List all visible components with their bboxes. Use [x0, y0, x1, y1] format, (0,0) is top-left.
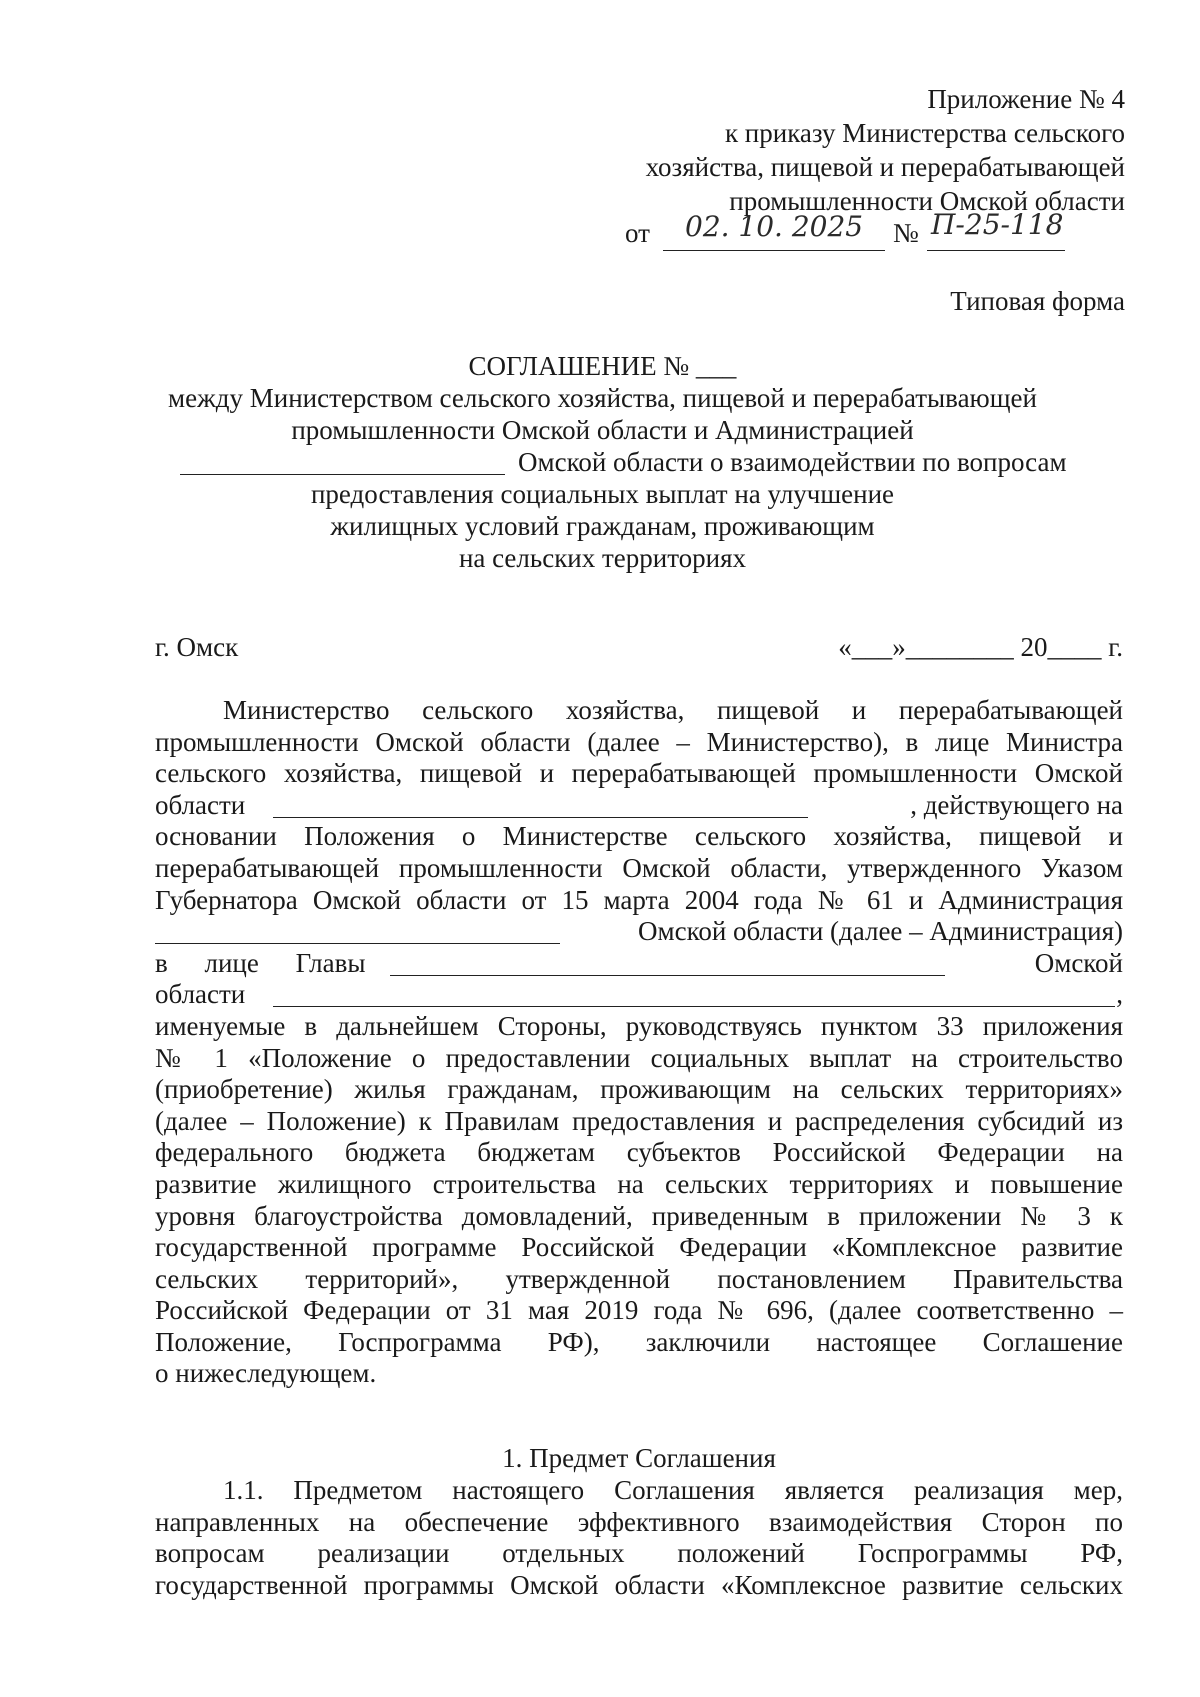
form-type-label: Типовая форма — [950, 286, 1125, 316]
blank-field — [155, 943, 560, 944]
date-template: «___»________ 20____ г. — [838, 632, 1123, 662]
paragraph-line: Министерство сельского хозяйства, пищевой и перерабатывающей — [223, 695, 1123, 725]
paragraph-line: федерального бюджета бюджетам субъектов Российской Федерации на — [155, 1137, 1123, 1168]
paragraph-line: сельских территорий», утвержденной постановлением Правительства — [155, 1263, 1123, 1294]
title-line: на сельских территориях — [458, 543, 747, 573]
agreement-title — [130, 350, 1075, 574]
paragraph-line: сельского хозяйства, пищевой и перерабатывающей промышленности Омской — [155, 758, 1123, 789]
paragraph-line: уровня благоустройства домовладений, приведенным в приложении № 3 к — [155, 1200, 1123, 1231]
annex-number: Приложение № 4 — [927, 84, 1125, 114]
paragraph-line: промышленности Омской области (далее – Министерство), в лице Министра — [155, 726, 1123, 757]
number-label: № — [893, 218, 919, 248]
blank-field — [390, 975, 945, 976]
paragraph-line: 1.1. Предметом настоящего Соглашения является реализация мер, — [223, 1475, 1123, 1505]
title-heading: СОГЛАШЕНИЕ № ___ — [468, 351, 737, 381]
line-text: , — [1116, 979, 1123, 1010]
line-text: Омской — [1034, 947, 1123, 978]
ot-label: от — [625, 218, 650, 248]
paragraph-line: основании Положения о Министерстве сельского хозяйства, пищевой и — [155, 821, 1123, 852]
preamble — [155, 695, 1123, 1390]
paragraph-line: государственной программы Омской области «Комплексное развитие сельских — [155, 1569, 1123, 1600]
handwritten-date: 02. 10. 2025 — [685, 210, 864, 243]
title-line-with-blank — [130, 446, 1075, 478]
handwritten-number: П-25-118 — [931, 208, 1064, 241]
date-underline — [663, 250, 885, 251]
city: г. Омск — [155, 632, 239, 662]
title-line: промышленности Омской области и Администрацией — [291, 415, 914, 445]
title-line: между Министерством сельского хозяйства, пищевой и перерабатывающей — [168, 383, 1037, 413]
line-text: области — [155, 979, 246, 1010]
title-line: жилищных условий гражданам, проживающим — [330, 511, 875, 541]
blank-field — [180, 474, 505, 475]
paragraph-line — [155, 916, 1123, 948]
paragraph-line — [155, 979, 1123, 1011]
annex-line: промышленности Омской области — [729, 186, 1125, 216]
line-text: области — [155, 789, 246, 820]
line-text: , действующего на — [910, 789, 1123, 820]
annex-line: хозяйства, пищевой и перерабатывающей — [645, 152, 1125, 182]
paragraph-line: государственной программе Российской Федерации «Комплексное развитие — [155, 1232, 1123, 1263]
paragraph-line: развитие жилищного строительства на сельских территориях и повышение — [155, 1168, 1123, 1199]
blank-field — [273, 817, 808, 818]
number-underline — [927, 250, 1065, 251]
title-line: Омской области о взаимодействии по вопросам — [518, 447, 1067, 477]
paragraph-line — [155, 790, 1123, 822]
blank-field — [273, 1006, 1115, 1007]
annex-header — [485, 82, 1125, 218]
section-1-body — [155, 1475, 1123, 1601]
section-title: 1. Предмет Соглашения — [502, 1443, 776, 1473]
paragraph-line: (далее – Положение) к Правилам предоставления и распределения субсидий из — [155, 1105, 1123, 1136]
paragraph-line: Российской Федерации от 31 мая 2019 года № 696, (далее соответственно – — [155, 1295, 1123, 1326]
paragraph-line: Губернатора Омской области от 15 марта 2004 года № 61 и Администрация — [155, 884, 1123, 915]
paragraph-line: о нижеследующем. — [155, 1358, 377, 1389]
annex-line: к приказу Министерства сельского — [724, 118, 1125, 148]
paragraph-line: вопросам реализации отдельных положений Госпрограммы РФ, — [155, 1538, 1123, 1569]
place-date-row — [155, 632, 1123, 666]
paragraph-line: именуемые в дальнейшем Стороны, руководствуясь пунктом 33 приложения — [155, 1010, 1123, 1041]
line-text: Омской области (далее – Администрация) — [638, 916, 1123, 947]
paragraph-line: перерабатывающей промышленности Омской области, утвержденного Указом — [155, 852, 1123, 883]
paragraph-line: (приобретение) жилья гражданам, проживающим на сельских территориях» — [155, 1074, 1123, 1105]
line-text: в лице Главы — [155, 947, 366, 978]
title-line: предоставления социальных выплат на улучшение — [310, 479, 895, 509]
paragraph-line: направленных на обеспечение эффективного взаимодействия Сторон по — [155, 1506, 1123, 1537]
order-date-number-line — [625, 208, 1125, 254]
paragraph-line — [155, 948, 1123, 980]
paragraph-line: Положение, Госпрограмма РФ), заключили настоящее Соглашение — [155, 1326, 1123, 1357]
paragraph-line: № 1 «Положение о предоставлении социальных выплат на строительство — [155, 1042, 1123, 1073]
